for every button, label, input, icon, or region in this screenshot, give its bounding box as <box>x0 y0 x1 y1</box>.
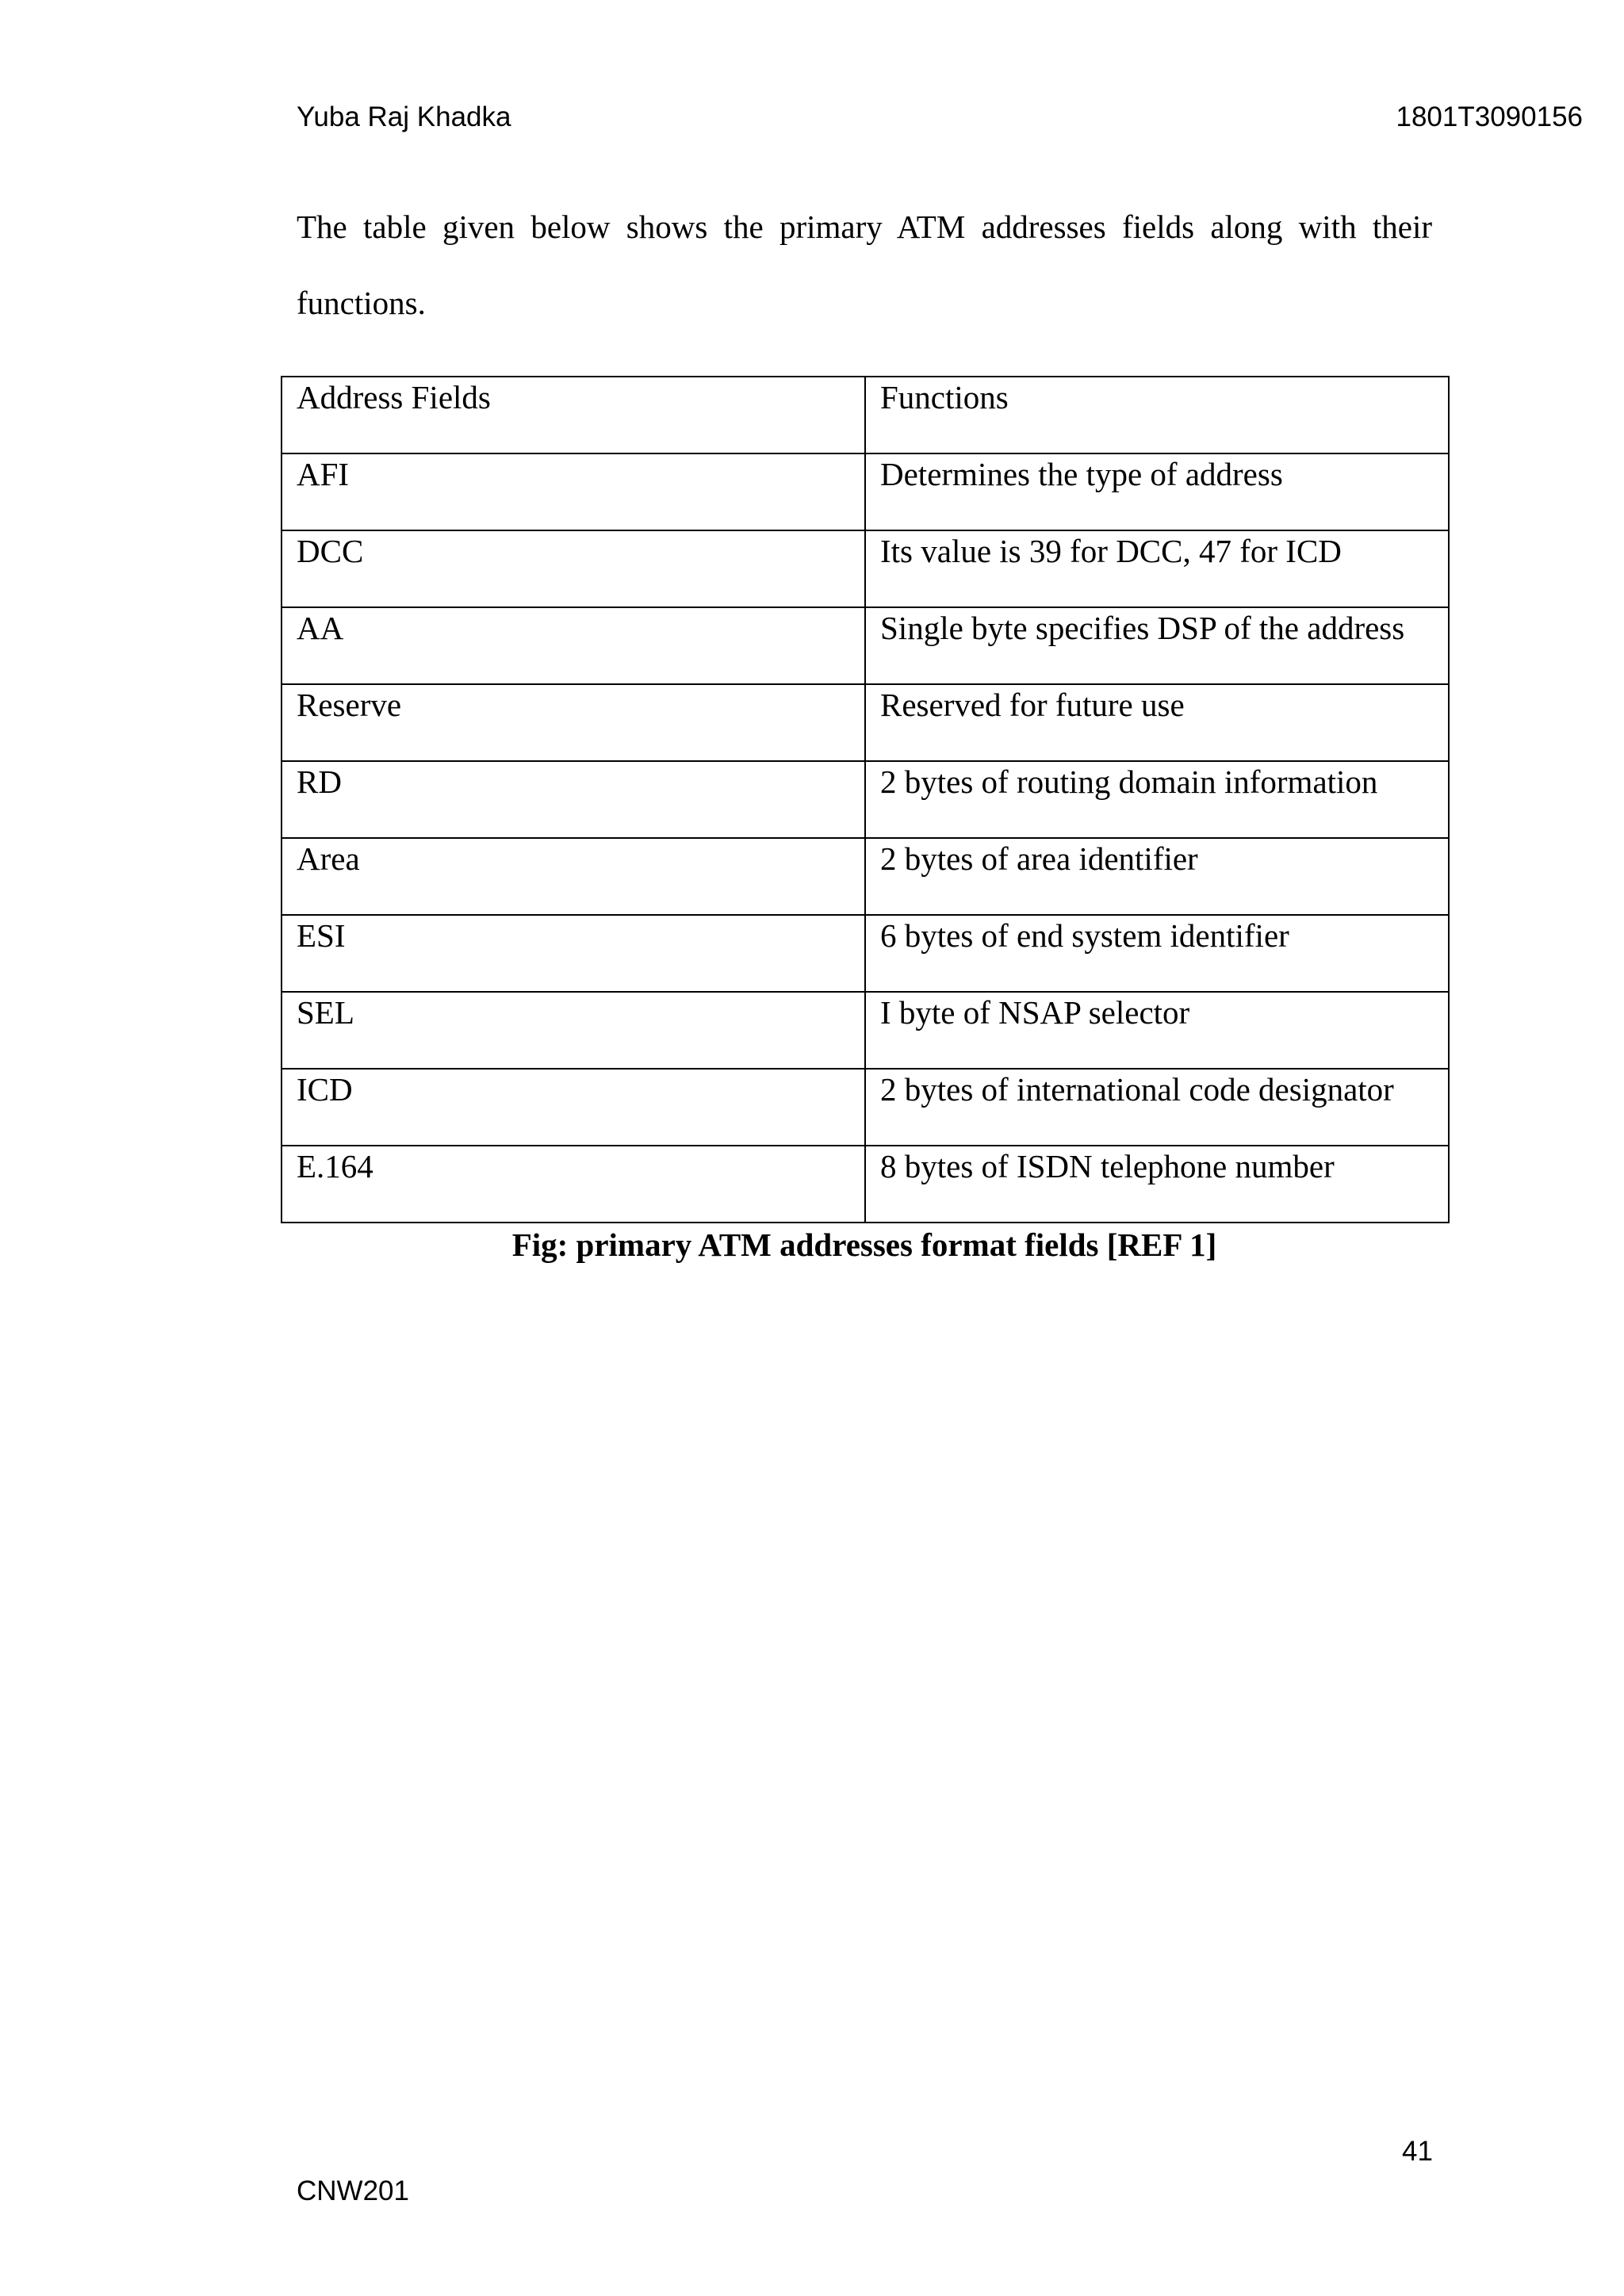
address-field-cell: Area <box>282 838 865 915</box>
header-author: Yuba Raj Khadka <box>297 101 511 132</box>
address-field-cell: SEL <box>282 992 865 1069</box>
address-field-cell: E.164 <box>282 1146 865 1223</box>
address-field-cell: RD <box>282 761 865 838</box>
address-field-cell: ESI <box>282 915 865 992</box>
atm-address-fields-table <box>281 376 1450 1223</box>
table-row <box>282 761 1449 838</box>
column-header-functions: Functions <box>865 377 1449 453</box>
table-row <box>282 607 1449 684</box>
table-row <box>282 1146 1449 1223</box>
table-row <box>282 992 1449 1069</box>
header-student-id: 1801T3090156 <box>1396 101 1583 132</box>
intro-paragraph: The table given below shows the primary ATM addresses fields along with their functions. <box>297 209 1432 321</box>
figure-caption: Fig: primary ATM addresses format fields [REF 1] <box>511 1226 1217 1263</box>
address-field-cell: ICD <box>282 1069 865 1146</box>
address-field-cell: AFI <box>282 453 865 530</box>
function-cell: Single byte specifies DSP of the address <box>865 607 1449 684</box>
footer-course-code: CNW201 <box>297 2175 409 2206</box>
function-cell: Determines the type of address <box>865 453 1449 530</box>
function-cell: I byte of NSAP selector <box>865 992 1449 1069</box>
table-header-row <box>282 377 1449 453</box>
table-row <box>282 838 1449 915</box>
column-header-address-fields: Address Fields <box>282 377 865 453</box>
function-cell: 8 bytes of ISDN telephone number <box>865 1146 1449 1223</box>
function-cell: 2 bytes of area identifier <box>865 838 1449 915</box>
function-cell: Reserved for future use <box>865 684 1449 761</box>
table-row <box>282 684 1449 761</box>
function-cell: Its value is 39 for DCC, 47 for ICD <box>865 530 1449 607</box>
table-row <box>282 453 1449 530</box>
address-field-cell: Reserve <box>282 684 865 761</box>
function-cell: 2 bytes of international code designator <box>865 1069 1449 1146</box>
table-row <box>282 530 1449 607</box>
function-cell: 2 bytes of routing domain information <box>865 761 1449 838</box>
table-row <box>282 1069 1449 1146</box>
function-cell: 6 bytes of end system identifier <box>865 915 1449 992</box>
page-number: 41 <box>1402 2136 1433 2167</box>
address-field-cell: AA <box>282 607 865 684</box>
table-row <box>282 915 1449 992</box>
address-field-cell: DCC <box>282 530 865 607</box>
